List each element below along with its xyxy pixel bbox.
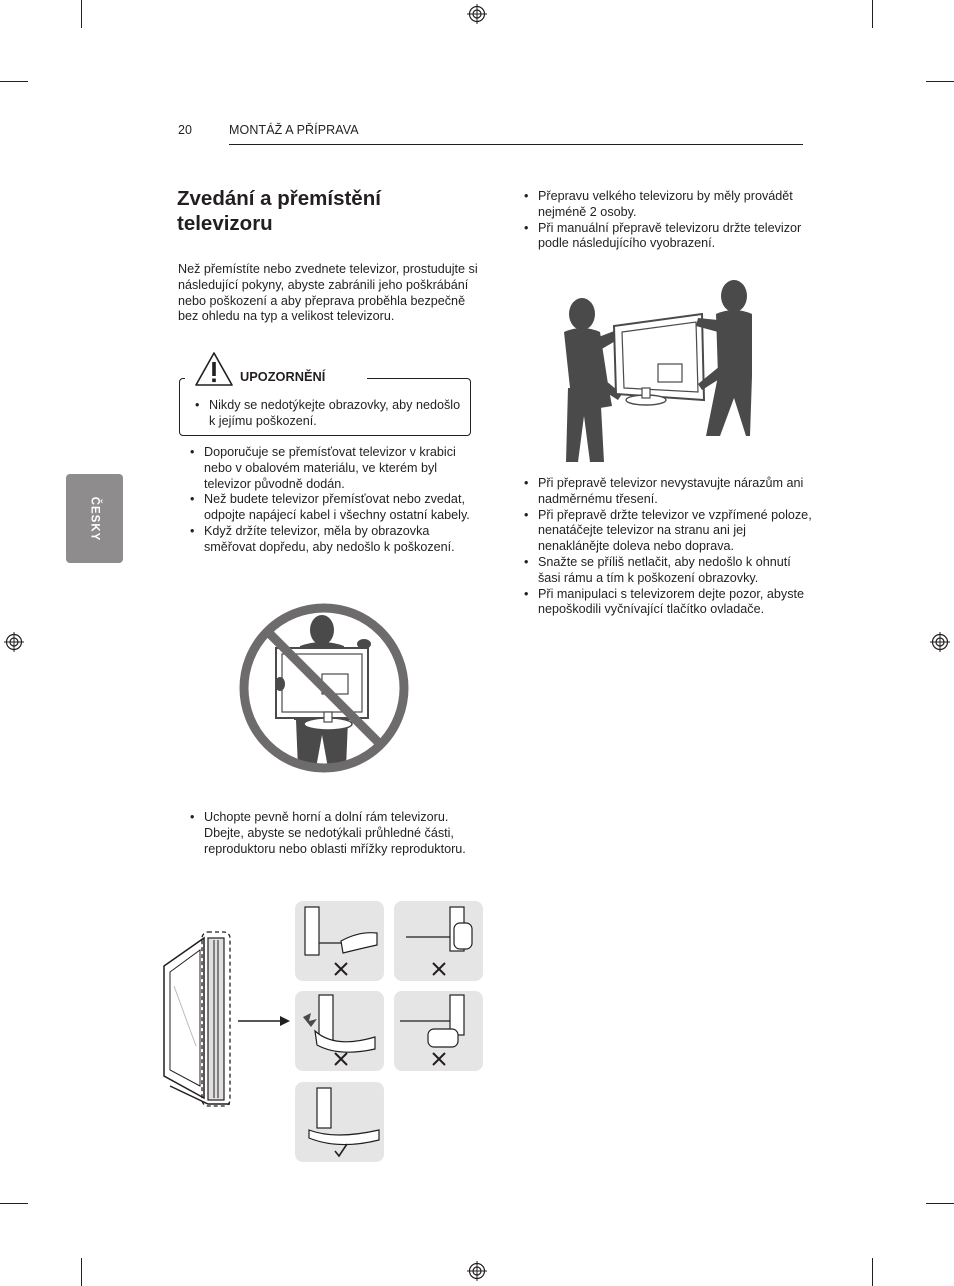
cross-icon (431, 1051, 447, 1067)
caution-list (193, 398, 463, 430)
arrow-icon (238, 1014, 292, 1028)
bullet-list (522, 189, 812, 252)
crop-mark (0, 1203, 28, 1204)
intro-paragraph: Než přemístíte nebo zvednete televizor, prostudujte si následující pokyny, abyste zabránili jeho poškrábání nebo poškození a aby přeprava proběhla bezpečně bez ohledu na typ a velikost televizoru. (178, 262, 478, 324)
bullet-list (522, 476, 812, 618)
list-item: • Než budete televizor přemísťovat nebo zvedat, odpojte napájecí kabel i všechny ostatní kabely. (188, 492, 478, 524)
registration-mark-icon (467, 4, 487, 24)
registration-mark-icon (467, 1261, 487, 1281)
list-item: • Nikdy se nedotýkejte obrazovky, aby nedošlo k jejímu poškození. (193, 398, 463, 430)
crop-mark (872, 0, 873, 28)
warning-triangle-icon (193, 350, 235, 388)
registration-mark-icon (930, 632, 950, 652)
cross-icon (333, 1051, 349, 1067)
page-title: Zvedání a přemístění televizoru (177, 187, 381, 235)
prohibited-carry-illustration (236, 600, 412, 776)
list-item: • Při přepravě držte televizor ve vzpřímené poloze, nenatáčejte televizor na stranu ani jej nenaklánějte doleva nebo doprava. (522, 508, 812, 555)
list-item: • Když držíte televizor, měla by obrazovka směřovat dopředu, aby nedošlo k poškození. (188, 524, 478, 556)
page-number: 20 (178, 123, 192, 137)
crop-mark (872, 1258, 873, 1286)
list-item: • Uchopte pevně horní a dolní rám televizoru. Dbejte, abyste se nedotýkali průhledné části, reproduktoru nebo oblasti mřížky reproduktoru. (188, 810, 478, 857)
list-item: • Při manuální přepravě televizoru držte televizor podle následujícího vyobrazení. (522, 221, 812, 253)
cross-icon (431, 961, 447, 977)
crop-mark (926, 1203, 954, 1204)
crop-mark (0, 81, 28, 82)
caution-title: UPOZORNĚNÍ (240, 369, 329, 384)
two-person-carry-illustration (560, 276, 760, 466)
tv-side-view-diagram (160, 926, 242, 1112)
list-item: • Doporučuje se přemísťovat televizor v krabici nebo v obalovém materiálu, ve kterém byl televizor původně dodán. (188, 445, 478, 492)
list-item: • Snažte se příliš netlačit, aby nedošlo k ohnutí šasi rámu a tím k poškození obrazovky. (522, 555, 812, 587)
list-item: • Při přepravě televizor nevystavujte nárazům ani nadměrnému třesení. (522, 476, 812, 508)
crop-mark (81, 0, 82, 28)
crop-mark (926, 81, 954, 82)
crop-mark (81, 1258, 82, 1286)
header-rule (229, 144, 803, 145)
registration-mark-icon (4, 632, 24, 652)
bullet-list (188, 445, 478, 556)
list-item: • Při manipulaci s televizorem dejte pozor, abyste nepoškodili vyčnívající tlačítko ovladače. (522, 587, 812, 619)
language-tab-label: ČESKY (88, 496, 101, 541)
list-item: • Přepravu velkého televizoru by měly provádět nejméně 2 osoby. (522, 189, 812, 221)
bullet-list (188, 810, 478, 857)
section-title: MONTÁŽ A PŘÍPRAVA (229, 123, 359, 137)
cross-icon (333, 961, 349, 977)
check-icon (333, 1142, 349, 1158)
